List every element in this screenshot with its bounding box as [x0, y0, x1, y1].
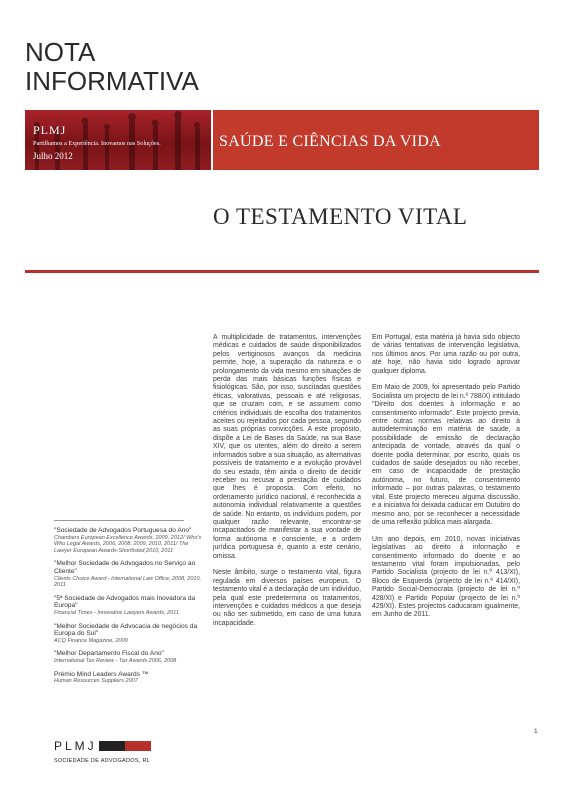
document-title — [25, 38, 199, 96]
footer-logo-subtitle: SOCIEDADE DE ADVOGADOS, RL — [54, 758, 151, 764]
awards-list — [54, 520, 202, 685]
award-item — [54, 560, 202, 588]
award-name: "Melhor Sociedade de Advocacia de negócios da Europa do Sul" — [54, 622, 198, 638]
section-banner — [213, 110, 539, 170]
award-name: "Sociedade de Advogados Portuguesa do Ano" — [54, 527, 192, 534]
issue-date: Julho 2012 — [33, 151, 73, 161]
award-item — [54, 595, 202, 617]
paragraph: Em Portugal, esta matéria já havia sido objecto de várias tentativas de intervenção legislativa, nos últimos anos. Por uma razão ou por outra, até hoje, não havia sido logrado aprovar qualquer diploma. — [372, 334, 520, 375]
award-item — [54, 650, 202, 664]
title-line-1: NOTA — [25, 37, 96, 67]
award-item — [54, 623, 202, 645]
award-name: Prémio Mind Leaders Awards ™ — [54, 670, 149, 678]
awards-divider — [54, 520, 184, 521]
logo-black-block — [99, 741, 125, 751]
award-source: International Tax Review - Tax Awards 2006, 2008 — [54, 657, 177, 664]
page-number: 1 — [534, 728, 538, 735]
award-source: Human Resources Suppliers 2007 — [54, 678, 138, 685]
article-title: O TESTAMENTO VITAL — [213, 204, 468, 229]
award-source: Financial Times - Innovative Lawyers Awards, 2011 — [54, 609, 179, 616]
award-source: Chambers European Excellence Awards, 2009, 2012/ Who's Who Legal Awards, 2006, 2008, 2009, 2010, 2011/ The Lawyer European Awards-Shortlisted,2010, 2011 — [54, 534, 202, 554]
award-name: "Melhor Departamento Fiscal do Ano" — [54, 650, 164, 658]
paragraph: A multiplicidade de tratamentos, intervenções médicas e cuidados de saúde disponibilizados pelos vertiginosos avanços da medicina permite, hoje, a superação da natureza e o prolongamento da vida mesmo em situações de perda das mais básicas funções físicas e fisiológicas. São, por isso, suscitadas questões éticas, valorativas, pessoais e até religiosas, que se cruzam com, e se assumem como critérios individuais de escolha dos tratamentos aceites ou rejeitados por cada pessoa, segundo as suas próprias convicções. A este propósito, dispõe a Lei de Bases da Saúde, na sua Base XIV, que os utentes, além do direito a serem informados sobre a sua situação, as alternativas possíveis de tratamento e a evolução provável do seu estado, têm ainda o direito de decidir receber ou recusar a prestação de cuidados que lhes é proposta. Com efeito, no ordenamento jurídico nacional, é reconhecida a autonomia individual relativamente a questões de saúde. No entanto, os indivíduos podem, por qualquer razão relevante, encontrar-se incapacitados de manifestar a sua vontade de forma autónoma e consciente, e a ordem jurídica portuguesa é, quanto a este cenário, omissa. — [213, 334, 361, 560]
footer-logo-word: PLMJ — [54, 738, 97, 753]
brand-tagline: Partilhamos a Experiência. Inovamos nas Soluções. — [33, 140, 161, 147]
paragraph: Um ano depois, em 2010, novas iniciativas legislativas ao direito à informação e consentimento informado do doente e ao testamento vital foram impulsionadas, pelo Partido Socialista (projecto de lei n.º 413/XI), Bloco de Esquerda (projecto de lei n.º 414/XI), Partido Social-Democrata (projecto de lei n.º 428/XI) e Partido Popular (projecto de lei n.º 429/XI). Estes projectos caducaram igualmente, em Junho de 2011. — [372, 535, 520, 619]
logo-red-block — [125, 741, 151, 751]
award-item — [54, 671, 202, 685]
brand-logo: PLMJ — [33, 123, 67, 137]
footer-logo — [54, 737, 151, 764]
award-item — [54, 527, 202, 554]
title-line-2: INFORMATIVA — [25, 66, 199, 96]
paragraph: Em Maio de 2009, foi apresentado pelo Partido Socialista um projecto de lei n.º 788/X) intitulado "Direito dos doentes à informação e ao consentimento informado". Este projecto previa, entre outras normas relativas ao direito à autodeterminação em matéria de saúde, a possibilidade de emissão de declaração antecipada de vontade, através da qual o doente podia determinar, por escrito, quais os cuidados de saúde desejados ou não receber, em caso de incapacidade de prestação autónoma, no futuro, de consentimento informado – por outras palavras, o testamento vital. Este projecto mereceu alguma discussão, e a iniciativa foi deixada caducar em Outubro do mesmo ano, por se reconhecer a necessidade de uma reflexão pública mais alargada. — [372, 384, 520, 526]
paragraph: Neste âmbito, surge o testamento vital, figura regulada em diversos países europeus. O testamento vital é a declaração de um indivíduo, pela qual este predetermina os tratamentos, intervenções e cuidados médicos a que deseja ou não ser submetido, em caso de uma futura incapacidade. — [213, 569, 361, 627]
article-column-2 — [372, 334, 520, 628]
divider — [25, 270, 539, 273]
article-column-1 — [213, 334, 361, 637]
award-source: ACQ Finance Magazine, 2009 — [54, 637, 128, 644]
section-title: SAÚDE E CIÊNCIAS DA VIDA — [219, 133, 442, 150]
brand-banner — [25, 110, 211, 170]
award-name: "5ª Sociedade de Advogados mais Inovadora da Europa" — [54, 594, 196, 610]
award-name: "Melhor Sociedade de Advogados no Serviço ao Cliente" — [54, 560, 196, 575]
award-source: Clients Choice Award - International Law Office, 2008, 2010, 2011 — [54, 575, 202, 589]
